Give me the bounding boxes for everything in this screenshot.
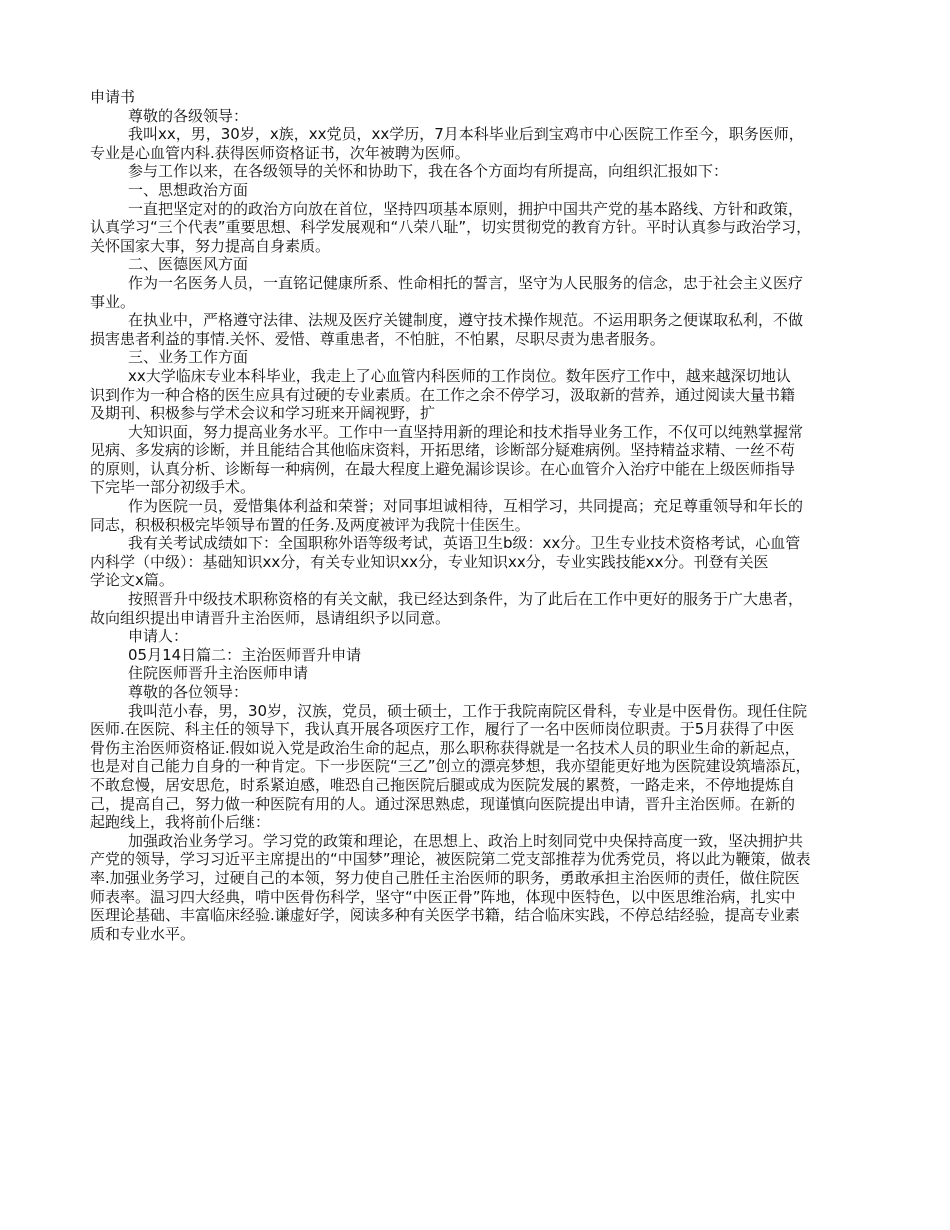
text-line: 尊敬的各位领导： <box>128 683 249 701</box>
text-line: 损害患者利益的事情.关怀、爱惜、尊重患者，不怕脏，不怕累，尽职尽责为患者服务。 <box>90 329 665 348</box>
document-body <box>90 88 880 943</box>
text-line: 及期刊、积极参与学术会议和学习班来开阔视野，扩 <box>90 404 436 423</box>
text-line: 己，提高自己，努力做一种医院有用的人。通过深思熟虑，现谨慎向医院提出申请，晋升主治医师。在新的 <box>90 794 796 813</box>
text-line: 医师.在医院、科主任的领导下，我认真开展各项医疗工作，履行了一名中医师岗位职责。于5月获得了中医 <box>90 720 795 739</box>
text-line: 申请人： <box>128 627 189 646</box>
text-line: 三、业务工作方面 <box>128 348 249 367</box>
text-line: 我叫范小春，男，30岁，汉族，党员，硕士硕士，工作于我院南院区骨科，专业是中医骨伤。现任住院 <box>128 701 808 720</box>
text-line: 住院医师晋升主治医师申请 <box>128 664 309 683</box>
text-line: 也是对自己能力自身的一种肯定。下一步医院“三乙”创立的漂亮梦想，我亦望能更好地为医院建设筑墙添瓦， <box>90 757 811 776</box>
text-line: 内科学（中级）：基础知识xx分，有关专业知识xx分，专业知识xx分，专业实践技能xx分。刊登有关医 <box>90 552 769 571</box>
text-line: 我叫xx，男，30岁，x族，xx党员，xx学历，7月本科毕业后到宝鸡市中心医院工作至今，职务医师， <box>128 125 804 144</box>
text-line: 二、医德医风方面 <box>128 255 249 274</box>
text-line: 尊敬的各级领导： <box>128 106 249 125</box>
text-line: 按照晋升中级技术职称资格的有关文献，我已经达到条件，为了此后在工作中更好的服务于广大患者， <box>128 590 804 609</box>
text-line: 认真学习“三个代表”重要思想、科学发展观和“八荣八耻”，切实贯彻党的教育方针。平时认真参与政治学习， <box>90 218 812 237</box>
document-title: 申请书 <box>90 88 136 106</box>
text-line: 学论文x篇。 <box>90 571 174 590</box>
text-line: 不敢怠慢，居安思危，时系紧迫感，唯恐自己拖医院后腿或成为医院发展的累赘，一路走来，不停地提炼自 <box>90 775 796 794</box>
text-line: 起跑线上，我将前仆后继： <box>90 813 271 832</box>
text-line: 作为一名医务人员，一直铭记健康所系、性命相托的誓言，坚守为人民服务的信念，忠于社会主义医疗 <box>128 273 804 292</box>
text-line: 我有关考试成绩如下：全国职称外语等级考试，英语卫生b级：xx分。卫生专业技术资格考试，心血管 <box>128 534 801 553</box>
text-line: 专业是心血管内科.获得医师资格证书，次年被聘为医师。 <box>90 143 470 162</box>
text-line: 产党的领导，学习习近平主席提出的“中国梦”理论，被医院第二党支部推荐为优秀党员，将以此为鞭策，做表 <box>90 850 811 869</box>
text-line: 师表率。温习四大经典，啃中医骨伤科学，坚守“中医正骨”阵地，体现中医特色，以中医思维治病，扎实中 <box>90 887 796 906</box>
text-line: 05月14日篇二：主治医师晋升申请 <box>128 645 362 664</box>
text-line: 同志，积极积极完毕领导布置的任务.及两度被评为我院十佳医生。 <box>90 515 530 534</box>
text-line: 在执业中，严格遵守法律、法规及医疗关键制度，遵守技术操作规范。不运用职务之便谋取私利，不做 <box>128 311 804 330</box>
text-line: 率.加强业务学习，过硬自己的本领，努力使自己胜任主治医师的职务，勇敢承担主治医师的责任，做住院医 <box>90 868 800 887</box>
text-line: 质和专业水平。 <box>90 924 196 943</box>
text-line: 事业。 <box>90 292 136 311</box>
text-line: 大知识面，努力提高业务水平。工作中一直坚持用新的理论和技术指导业务工作，不仅可以纯熟掌握常 <box>128 422 804 441</box>
text-line: 见病、多发病的诊断，并且能结合其他临床资料，开拓思绪，诊断部分疑难病例。坚持精益求精、一丝不苟 <box>90 441 796 460</box>
text-line: 骨伤主治医师资格证.假如说入党是政治生命的起点，那么职称获得就是一名技术人员的职业生命的新起点， <box>90 738 800 757</box>
text-line: 加强政治业务学习。学习党的政策和理论，在思想上、政治上时刻同党中央保持高度一致，坚决拥护共 <box>128 831 804 850</box>
text-line: 下完毕一部分初级手术。 <box>90 478 256 497</box>
text-line: 的原则，认真分析、诊断每一种病例，在最大程度上避免漏诊误诊。在心血管介入治疗中能在上级医师指导 <box>90 459 796 478</box>
text-line: 关怀国家大事，努力提高自身素质。 <box>90 236 331 255</box>
text-line: 故向组织提出申请晋升主治医师，恳请组织予以同意。 <box>90 608 451 627</box>
text-line: 识到作为一种合格的医生应具有过硬的专业素质。在工作之余不停学习，汲取新的营养，通过阅读大量书籍 <box>90 385 796 404</box>
text-line: 参与工作以来，在各级领导的关怀和协助下，我在各个方面均有所提高，向组织汇报如下： <box>128 162 729 181</box>
text-line: 作为医院一员，爱惜集体利益和荣誉；对同事坦诚相待，互相学习，共同提高；充足尊重领导和年长的 <box>128 497 804 516</box>
text-line: xx大学临床专业本科毕业，我走上了心血管内科医师的工作岗位。数年医疗工作中，越来越深切地认 <box>128 366 791 385</box>
text-line: 医理论基础、丰富临床经验.谦虚好学，阅读多种有关医学书籍，结合临床实践，不停总结经验，提高专业素 <box>90 906 800 925</box>
text-line: 一直把坚定对的的政治方向放在首位，坚持四项基本原则，拥护中国共产党的基本路线、方针和政策， <box>128 199 804 218</box>
text-line: 一、思想政治方面 <box>128 180 249 199</box>
